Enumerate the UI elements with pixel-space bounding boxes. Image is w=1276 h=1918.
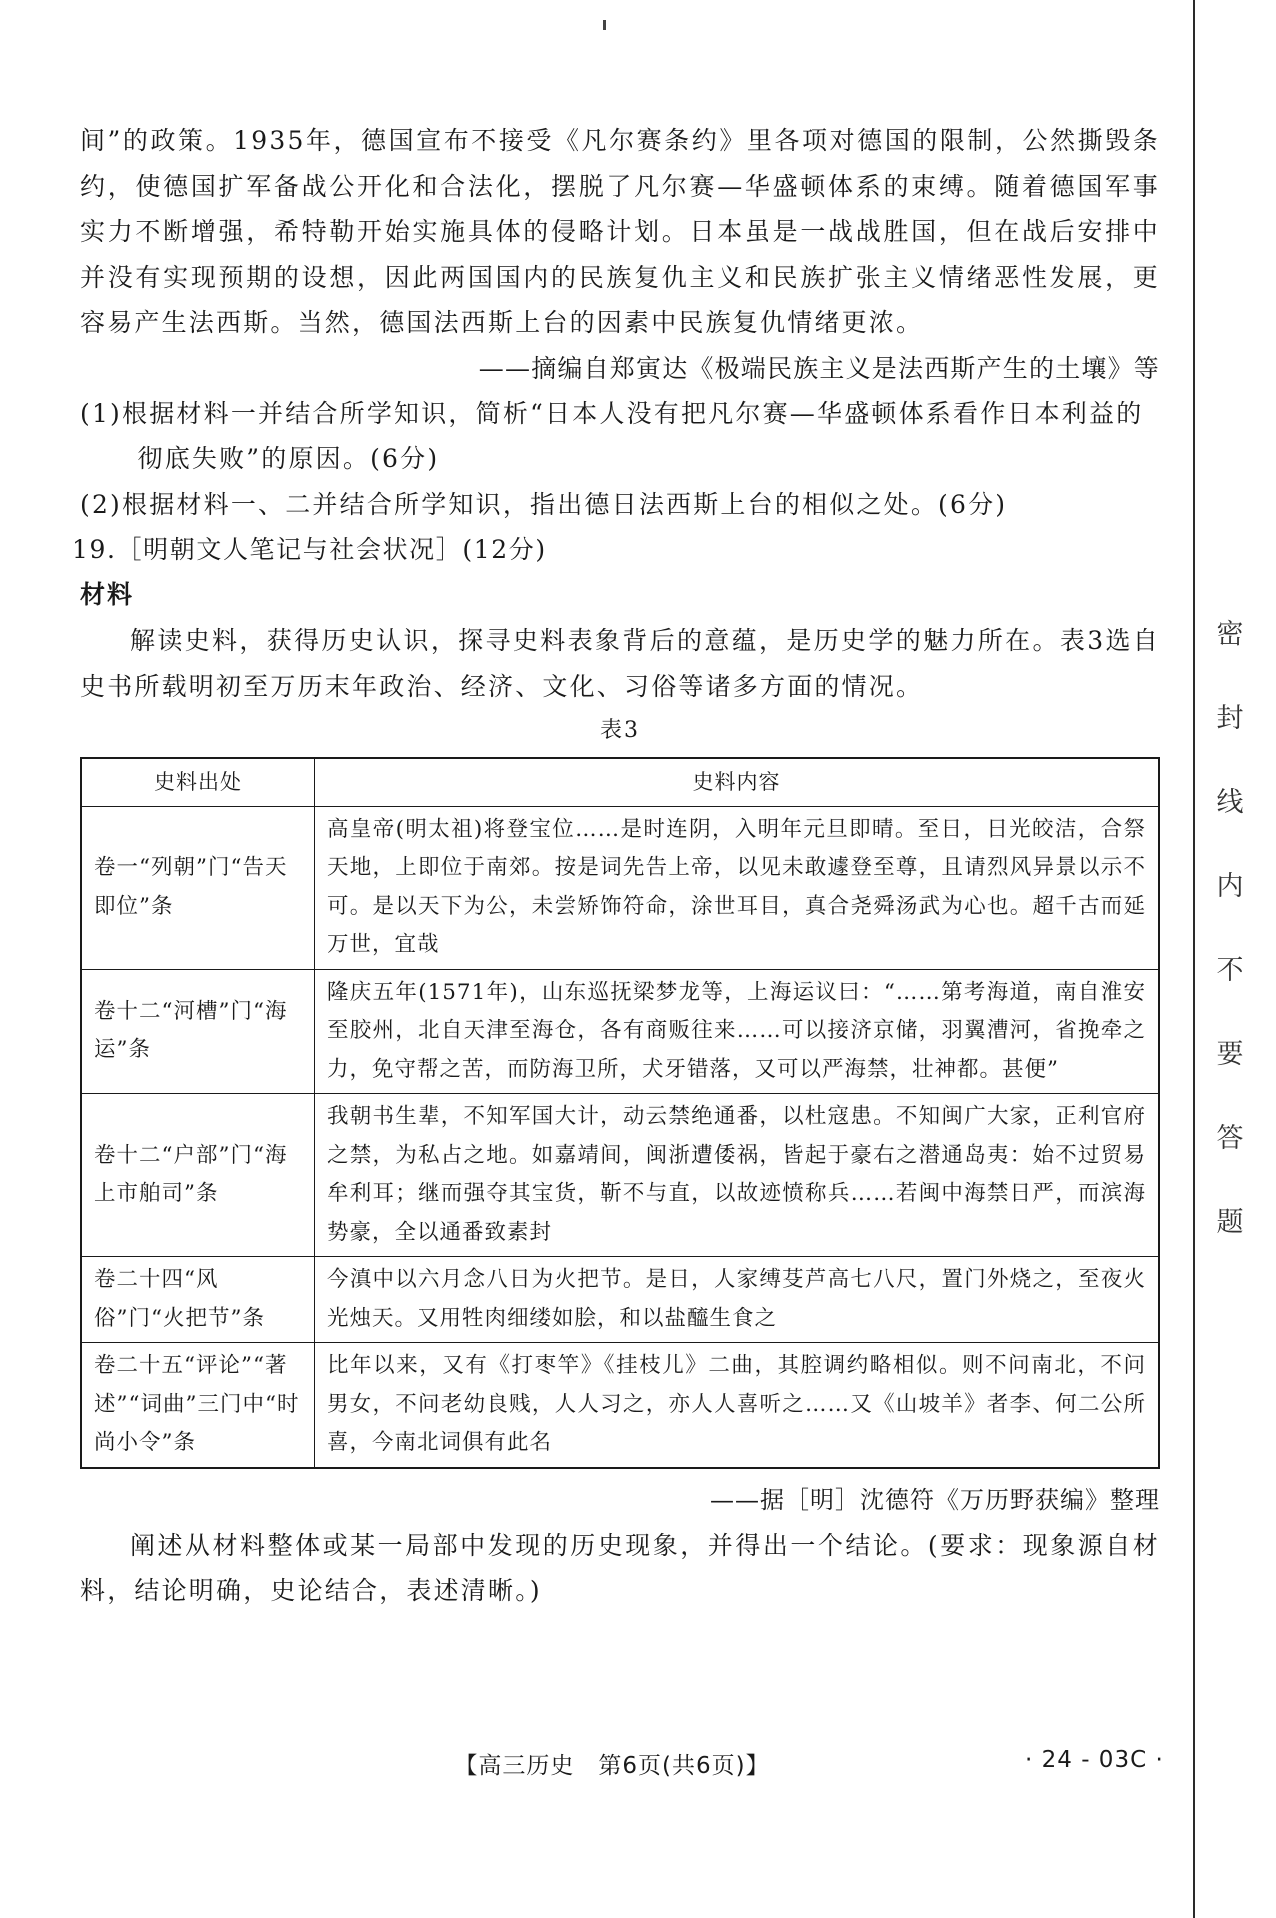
- table-header-row: [81, 758, 1159, 806]
- question-19-task: 阐述从材料整体或某一局部中发现的历史现象，并得出一个结论。(要求：现象源自材料，结论明确，史论结合，表述清晰。): [80, 1530, 1160, 1605]
- table-row: [81, 1094, 1159, 1257]
- binding-margin-notice: [1210, 620, 1250, 1292]
- main-content: [72, 118, 1160, 1614]
- table-title: 表3: [600, 718, 640, 743]
- question-19-heading: 19.［明朝文人笔记与社会状况］(12分): [72, 535, 547, 564]
- question-18-part-1: (1)根据材料一并结合所学知识，简析“日本人没有把凡尔赛—华盛顿体系看作日本利益的彻底失败”的原因。(6分): [80, 398, 1144, 473]
- binding-char: 封: [1216, 703, 1244, 734]
- material-two-source: ——摘编自郑寅达《极端民族主义是法西斯产生的土壤》等: [478, 353, 1160, 383]
- binding-char: 题: [1216, 1207, 1244, 1238]
- binding-char: 要: [1216, 1039, 1244, 1070]
- table-row: [81, 969, 1159, 1094]
- binding-char: 内: [1216, 871, 1244, 902]
- table-row: [81, 806, 1159, 969]
- row-source: 卷一“列朝”门“告天即位”条: [81, 806, 315, 969]
- table-row: [81, 1257, 1159, 1343]
- row-source: 卷二十四“风俗”门“火把节”条: [81, 1257, 315, 1343]
- row-content: 隆庆五年(1571年)，山东巡抚梁梦龙等，上海运议曰：“……第考海道，南自淮安至胶州，北自天津至海仓，各有商贩往来……可以接济京储，羽翼漕河，省挽牵之力，免守帮之苦，而防海卫所，犬牙错落，又可以严海禁，壮神都。甚便”: [315, 969, 1160, 1094]
- question-19-intro: 解读史料，获得历史认识，探寻史料表象背后的意蕴，是历史学的魅力所在。表3选自史书所载明初至万历末年政治、经济、文化、习俗等诸多方面的情况。: [80, 626, 1160, 701]
- binding-char: 答: [1216, 1123, 1244, 1154]
- binding-char: 密: [1216, 619, 1244, 650]
- row-content: 高皇帝(明太祖)将登宝位……是时连阴，入明年元旦即晴。至日，日光皎洁，合祭天地，上即位于南郊。按是词先告上帝，以见未敢遽登至尊，且请烈风异景以示不可。是以天下为公，未尝矫饰符命，涂世耳目，真合尧舜汤武为心也。超千古而延万世，宜哉: [315, 806, 1160, 969]
- material-label: 材料: [80, 580, 135, 609]
- page-number-label: 【高三历史 第6页(共6页)】: [454, 1753, 770, 1779]
- exam-code: · 24 - 03C ·: [1025, 1747, 1164, 1773]
- header-content: 史料内容: [315, 758, 1160, 806]
- material-two-paragraph: 间”的政策。1935年，德国宣布不接受《凡尔赛条约》里各项对德国的限制，公然撕毁条约，使德国扩军备战公开化和合法化，摆脱了凡尔赛—华盛顿体系的束缚。随着德国军事实力不断增强，希特勒开始实施具体的侵略计划。日本虽是一战战胜国，但在战后安排中并没有实现预期的设想，因此两国国内的民族复仇主义和民族扩张主义情绪恶性发展，更容易产生法西斯。当然，德国法西斯上台的因素中民族复仇情绪更浓。: [80, 126, 1160, 337]
- row-content: 比年以来，又有《打枣竿》《挂枝儿》二曲，其腔调约略相似。则不问南北，不问男女，不问老幼良贱，人人习之，亦人人喜听之……又《山坡羊》者李、何二公所喜，今南北词俱有此名: [315, 1343, 1160, 1468]
- binding-line: [1193, 0, 1195, 1918]
- row-source: 卷二十五“评论”“著述”“词曲”三门中“时尚小令”条: [81, 1343, 315, 1468]
- row-content: 今滇中以六月念八日为火把节。是日，人家缚芟芦高七八尺，置门外烧之，至夜火光烛天。又用牲肉细缕如脍，和以盐醯生食之: [315, 1257, 1160, 1343]
- header-source: 史料出处: [81, 758, 315, 806]
- table-row: [81, 1343, 1159, 1468]
- page-mark: [603, 20, 606, 30]
- question-18-part-2: (2)根据材料一、二并结合所学知识，指出德日法西斯上台的相似之处。(6分): [80, 489, 1008, 519]
- table-source: ——据［明］沈德符《万历野获编》整理: [710, 1485, 1160, 1514]
- binding-char: 线: [1216, 787, 1244, 818]
- row-source: 卷十二“河槽”门“海运”条: [81, 969, 315, 1094]
- row-content: 我朝书生辈，不知军国大计，动云禁绝通番，以杜寇患。不知闽广大家，正利官府之禁，为私占之地。如嘉靖间，闽浙遭倭祸，皆起于豪右之潜通岛夷：始不过贸易牟利耳；继而强夺其宝货，靳不与直，以故迹愤称兵……若闽中海禁日严，而滨海势豪，全以通番致素封: [315, 1094, 1160, 1257]
- binding-char: 不: [1216, 955, 1244, 986]
- history-source-table: [80, 757, 1160, 1469]
- row-source: 卷十二“户部”门“海上市舶司”条: [81, 1094, 315, 1257]
